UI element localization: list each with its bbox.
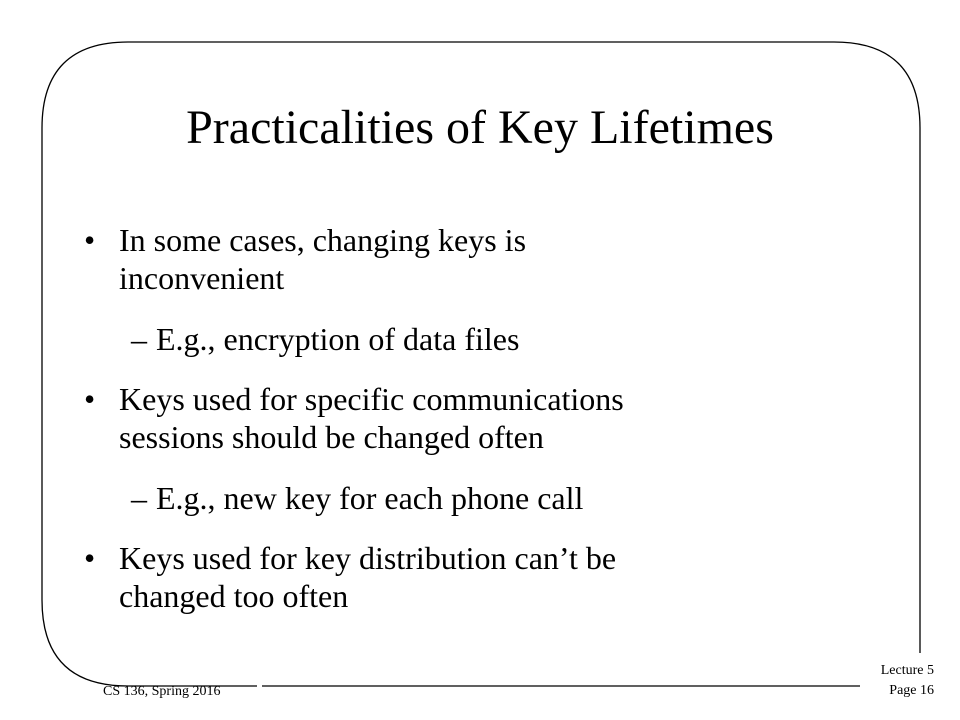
bullet-text-line: changed too often [119,578,349,614]
sub-bullet-marker: – [131,321,147,357]
bullet-item [84,539,617,615]
bullet-marker: • [84,381,96,417]
bullet-marker: • [84,222,96,258]
slide-title: Practicalities of Key Lifetimes [186,101,774,154]
bullet-text-line: In some cases, changing keys is [119,222,527,258]
bullet-text-line: inconvenient [119,260,285,296]
sub-bullet-item [131,320,520,358]
sub-bullet-item [131,479,584,517]
bullet-text-line: sessions should be changed often [119,419,544,455]
footer-page-number: Page 16 [889,683,934,698]
footer-course: CS 136, Spring 2016 [103,684,221,699]
bullet-text-line: E.g., encryption of data files [156,321,520,357]
footer-page-info [854,661,934,701]
bullet-text-line: Keys used for specific communications [119,381,624,417]
bullet-text-line: E.g., new key for each phone call [156,480,584,516]
footer-lecture: Lecture 5 [880,663,934,678]
bullet-marker: • [84,540,96,576]
bullet-item [84,380,624,456]
bullet-text-line: Keys used for key distribution can’t be [119,540,617,576]
sub-bullet-marker: – [131,480,147,516]
bullet-item [84,221,527,297]
